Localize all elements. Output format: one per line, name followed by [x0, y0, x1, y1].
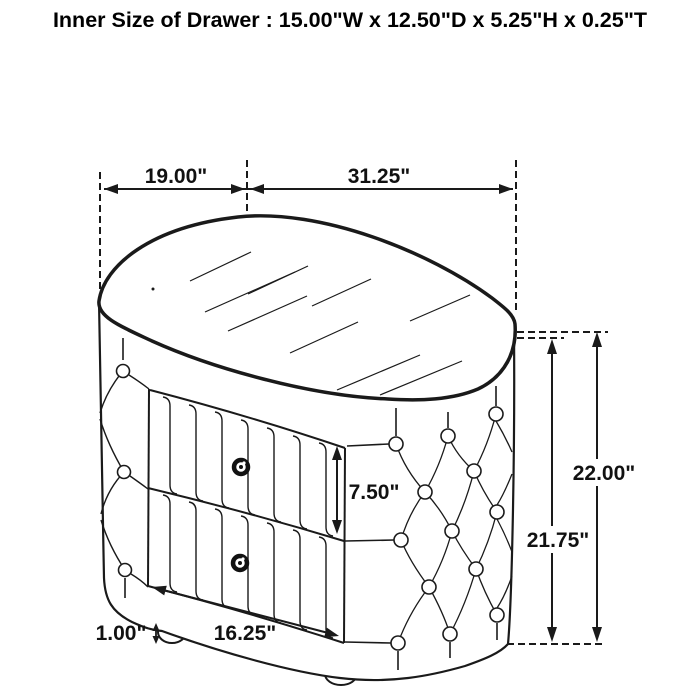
arrowhead-mid-left — [250, 184, 264, 194]
arrowhead-down — [547, 627, 557, 642]
arrowhead-down — [153, 636, 160, 644]
label-foot-height: 1.00" — [95, 622, 147, 645]
arrowhead-right — [499, 184, 513, 194]
top-dimension — [104, 165, 513, 194]
label-drawer-width: 16.25" — [213, 622, 277, 645]
arrowhead-up — [592, 332, 602, 347]
arrowhead-left — [104, 184, 118, 194]
mirror-speck — [152, 288, 155, 291]
label-top-depth: 19.00" — [144, 165, 208, 188]
label-body-height: 21.75" — [526, 529, 590, 552]
tuft-button — [117, 365, 130, 378]
arrowhead-mid-right — [231, 184, 245, 194]
tuft-button — [119, 564, 132, 577]
label-top-width: 31.25" — [347, 165, 411, 188]
arrowhead-up — [547, 339, 557, 354]
label-drawer-height: 7.50" — [348, 481, 400, 504]
label-overall-height: 22.00" — [572, 462, 636, 485]
diagram-title: Inner Size of Drawer : 15.00"W x 12.50"D x 5.25"H x 0.25"T — [52, 8, 648, 32]
tuft-button — [118, 466, 131, 479]
height-dimensions — [520, 332, 642, 642]
arrowhead-down — [592, 627, 602, 642]
drawer-right-edge — [344, 448, 345, 643]
